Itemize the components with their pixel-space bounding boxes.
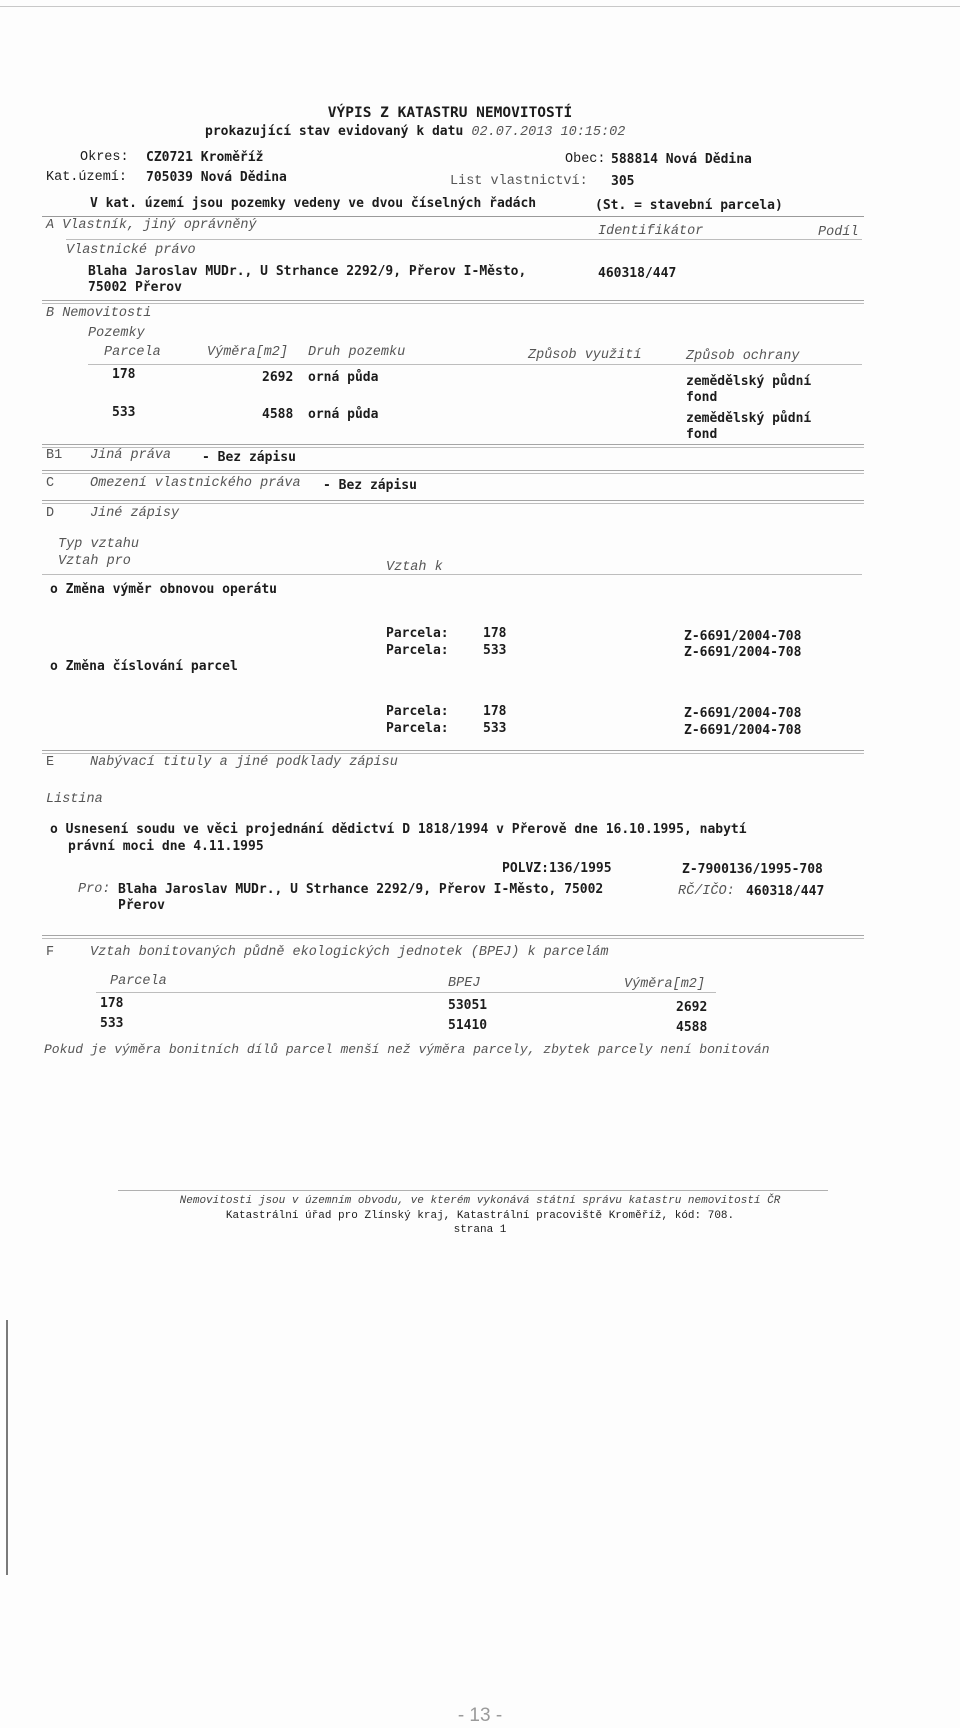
- section-e-label: Nabývací tituly a jiné podklady zápisu: [90, 755, 398, 770]
- f-col-vymera: Výměra[m2]: [624, 977, 706, 992]
- subtitle-datetime: 02.07.2013 10:15:02: [471, 125, 626, 140]
- d-ref-num: 533: [483, 643, 507, 658]
- section-a-subheading: Vlastnické právo: [66, 243, 196, 258]
- vztah-pro-label: Vztah pro: [58, 554, 131, 569]
- section-f-code: F: [46, 945, 55, 960]
- listina-label: Listina: [46, 792, 103, 807]
- f-row-parcela: 178: [100, 996, 124, 1011]
- f-row-vymera: 2692: [676, 1000, 708, 1015]
- d-ref-num: 533: [483, 721, 507, 736]
- parcel-178-type: orná půda: [308, 370, 379, 385]
- section-c-value: - Bez zápisu: [323, 478, 417, 493]
- pro-value: Blaha Jaroslav MUDr., U Strhance 2292/9, Přerov I-Město, 75002: [118, 882, 604, 897]
- parcel-533-number: 533: [112, 405, 136, 420]
- okres-value: CZ0721 Kroměříž: [146, 150, 264, 165]
- owner-address-city: 75002 Přerov: [88, 280, 182, 295]
- d-ref-label: Parcela:: [386, 626, 449, 641]
- section-c-label: Omezení vlastnického práva: [90, 476, 301, 491]
- f-col-parcela: Parcela: [110, 974, 167, 989]
- rc-label: RČ/IČO:: [678, 884, 735, 899]
- footer-line-1: Nemovitosti jsou v územním obvodu, ve kterém vykonává státní správu katastru nemovitostí ČR: [179, 1195, 781, 1207]
- d-ref-code: Z-6691/2004-708: [684, 645, 802, 660]
- section-f-label: Vztah bonitovaných půdně ekologických jednotek (BPEJ) k parcelám: [90, 945, 609, 960]
- d-ref-num: 178: [483, 626, 507, 641]
- parcel-178-area: 2692: [262, 370, 294, 385]
- header-note: V kat. území jsou pozemky vedeny ve dvou číselných řadách: [90, 196, 537, 211]
- section-b1-label: Jiná práva: [90, 448, 172, 463]
- parcel-533-type: orná půda: [308, 407, 379, 422]
- f-row-parcela: 533: [100, 1016, 124, 1031]
- okres-label: Okres:: [80, 150, 129, 165]
- parcel-533-protection-2: fond: [686, 427, 718, 442]
- obec-label: Obec:: [565, 152, 606, 167]
- katuzemi-label: Kat.území:: [46, 170, 128, 185]
- section-b1-value: - Bez zápisu: [202, 450, 296, 465]
- d-ref-label: Parcela:: [386, 721, 449, 736]
- col-zpusob-vyuziti: Způsob využití: [528, 348, 642, 363]
- parcel-178-protection-2: fond: [686, 390, 718, 405]
- parcel-178-number: 178: [112, 367, 136, 382]
- section-d-code: D: [46, 506, 55, 521]
- listina-line-2: právní moci dne 4.11.1995: [68, 839, 264, 854]
- section-a-heading: A Vlastník, jiný oprávněný: [46, 218, 257, 233]
- listina-line-1: o Usnesení soudu ve věci projednání dědictví D 1818/1994 v Přerově dne 16.10.1995, nabytí: [50, 822, 747, 837]
- scan-border-top: [0, 6, 960, 7]
- document-title: VÝPIS Z KATASTRU NEMOVITOSTÍ: [327, 105, 573, 121]
- d-ref-label: Parcela:: [386, 643, 449, 658]
- listina-zcode: Z-7900136/1995-708: [682, 862, 823, 877]
- section-e-code: E: [46, 755, 55, 770]
- section-b-heading: B Nemovitosti: [46, 306, 152, 321]
- rc-value: 460318/447: [746, 884, 825, 899]
- parcel-533-protection: zemědělský půdní: [686, 411, 812, 426]
- header-note-paren: (St. = stavební parcela): [595, 198, 783, 213]
- obec-value: 588814 Nová Dědina: [611, 152, 752, 167]
- section-d-label: Jiné zápisy: [90, 506, 180, 521]
- parcel-533-area: 4588: [262, 407, 294, 422]
- vztah-k-label: Vztah k: [386, 560, 443, 575]
- d-ref-label: Parcela:: [386, 704, 449, 719]
- section-c-code: C: [46, 476, 55, 491]
- d-ref-code: Z-6691/2004-708: [684, 723, 802, 738]
- bonitace-note: Pokud je výměra bonitních dílů parcel menší než výměra parcely, zbytek parcely není bonitován: [44, 1042, 770, 1057]
- section-b1-code: B1: [46, 448, 63, 463]
- pro-value-city: Přerov: [118, 898, 165, 913]
- d-ref-code: Z-6691/2004-708: [684, 629, 802, 644]
- footer-page-label: strana 1: [453, 1224, 507, 1236]
- listina-polvz: POLVZ:136/1995: [502, 861, 612, 876]
- subtitle-prefix: prokazující stav evidovaný k datu: [205, 124, 464, 139]
- owner-ident: 460318/447: [598, 266, 677, 281]
- page-number: - 13 -: [457, 1705, 503, 1726]
- list-label: List vlastnictví:: [450, 174, 588, 189]
- typ-vztahu-label: Typ vztahu: [58, 537, 140, 552]
- owner-address: Blaha Jaroslav MUDr., U Strhance 2292/9, Přerov I-Město,: [88, 264, 527, 279]
- f-col-bpej: BPEJ: [448, 976, 481, 991]
- f-row-vymera: 4588: [676, 1020, 708, 1035]
- d-ref-num: 178: [483, 704, 507, 719]
- d-item-zmena-vymer: o Změna výměr obnovou operátu: [50, 582, 277, 597]
- document-subtitle: [205, 124, 625, 141]
- f-row-bpej: 53051: [448, 998, 488, 1013]
- d-ref-code: Z-6691/2004-708: [684, 706, 802, 721]
- katuzemi-value: 705039 Nová Dědina: [146, 170, 287, 185]
- parcel-178-protection: zemědělský půdní: [686, 374, 812, 389]
- section-a-col-ident: Identifikátor: [598, 224, 704, 239]
- section-b-subheading: Pozemky: [88, 326, 145, 341]
- scan-border-left: [6, 1320, 8, 1575]
- col-zpusob-ochrany: Způsob ochrany: [686, 349, 800, 364]
- col-druh: Druh pozemku: [308, 345, 406, 360]
- list-value: 305: [611, 174, 635, 189]
- d-item-zmena-cislovani: o Změna číslování parcel: [50, 659, 238, 674]
- f-row-bpej: 51410: [448, 1018, 488, 1033]
- section-a-col-podil: Podíl: [818, 225, 859, 240]
- col-vymera: Výměra[m2]: [207, 345, 289, 360]
- footer-line-2: Katastrální úřad pro Zlínský kraj, Katastrální pracoviště Kroměříž, kód: 708.: [225, 1210, 735, 1222]
- col-parcela: Parcela: [104, 345, 161, 360]
- pro-label: Pro:: [78, 882, 111, 897]
